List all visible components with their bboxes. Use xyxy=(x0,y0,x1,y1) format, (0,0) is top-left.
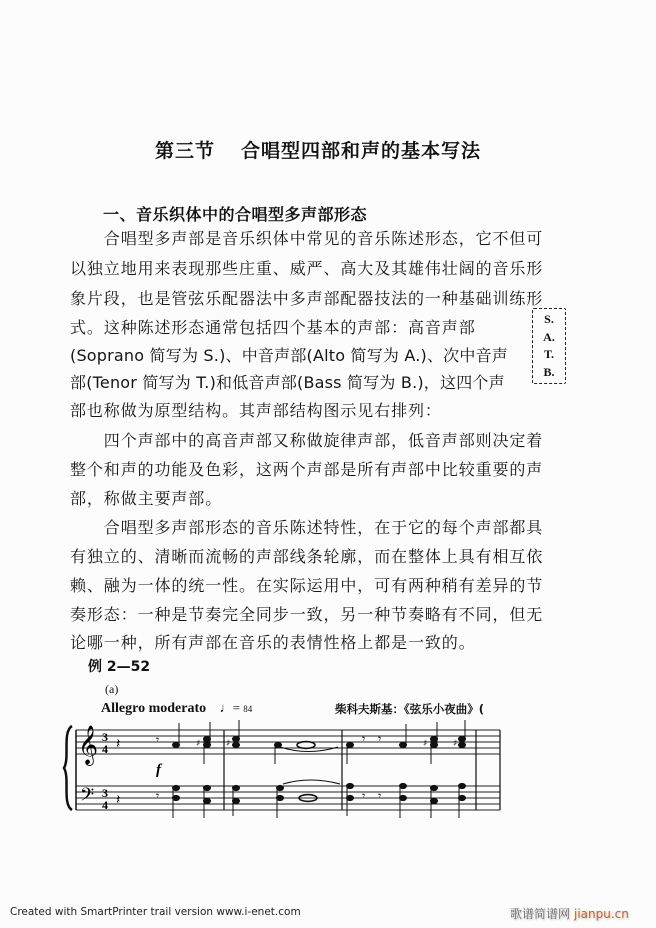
treble-clef-icon: 𝄞 xyxy=(78,725,99,765)
metronome-mark: ♩= 84 xyxy=(219,700,253,715)
text-line: 部(Tenor 简写为 T.)和低音声部(Bass 简写为 B.)，这四个声 xyxy=(70,373,505,392)
voice-bass: B. xyxy=(543,364,555,379)
tempo-marking xyxy=(101,700,252,717)
svg-text:4: 4 xyxy=(102,798,108,812)
text-line: 式。这种陈述形态通常包括四个基本的声部：高音声部 xyxy=(70,318,476,337)
svg-text:𝄾: 𝄾 xyxy=(156,789,160,803)
dynamic-marking: f xyxy=(156,762,161,778)
svg-text:𝄽: 𝄽 xyxy=(116,736,121,752)
text-line: (Soprano 简写为 S.)、中音声部(Alto 简写为 A.)、次中音声 xyxy=(70,346,508,365)
svg-text:𝄾: 𝄾 xyxy=(362,732,366,746)
footer-credit: Created with SmartPrinter trail version www.i-enet.com xyxy=(10,906,301,918)
text-line: 合唱型多声部是音乐织体中常见的音乐陈述形态，它不但可 xyxy=(70,229,544,248)
grand-staff-brace xyxy=(64,726,72,810)
voice-structure-diagram xyxy=(532,308,566,384)
svg-text:3: 3 xyxy=(102,786,108,800)
time-signature xyxy=(102,730,108,812)
svg-text:♯: ♯ xyxy=(196,739,201,749)
watermark-cn: 歌谱简谱网 xyxy=(510,907,571,921)
svg-text:𝄾: 𝄾 xyxy=(362,789,366,803)
chapter-title xyxy=(155,136,481,163)
voice-soprano: S. xyxy=(544,312,554,327)
composer-credit: 柴科夫斯基：《弦乐小夜曲》( xyxy=(335,702,485,716)
svg-text:𝄽: 𝄽 xyxy=(116,792,121,808)
text-line: 象片段，也是管弦乐配器法中多声部配器技法的一种基础训练形 xyxy=(70,289,544,308)
text-line: 有独立的、清晰而流畅的声部线条轮廓，而在整体上具有相互依 xyxy=(70,547,544,566)
bass-clef-icon: 𝄢 xyxy=(80,785,95,810)
text-line: 论哪一种，所有声部在音乐的表情性格上都是一致的。 xyxy=(70,633,476,652)
section-heading: 一、音乐织体中的合唱型多声部形态 xyxy=(103,205,368,224)
text-line: 部，称做主要声部。 xyxy=(70,489,223,508)
svg-text:𝄾: 𝄾 xyxy=(156,733,160,747)
voice-alto: A. xyxy=(543,329,555,344)
svg-text:♯: ♯ xyxy=(423,739,428,749)
text-line: 四个声部中的高音声部又称做旋律声部，低音声部则决定着 xyxy=(70,431,544,450)
svg-text:𝄾: 𝄾 xyxy=(378,732,382,746)
text-line: 以独立地用来表现那些庄重、威严、高大及其雄伟壮阔的音乐形 xyxy=(70,259,544,278)
text-line: 奏形态：一种是节奏完全同步一致，另一种节奏略有不同，但无 xyxy=(70,605,544,624)
text-line: 合唱型多声部形态的音乐陈述特性，在于它的每个声部都具 xyxy=(70,518,544,537)
svg-text:4: 4 xyxy=(102,742,108,756)
music-score xyxy=(58,718,508,818)
chapter-number: 第三节 xyxy=(155,140,216,162)
chapter-name: 合唱型四部和声的基本写法 xyxy=(241,140,482,162)
site-watermark xyxy=(510,905,629,922)
text-line: 整个和声的功能及色彩，这两个声部是所有声部中比较重要的声 xyxy=(70,460,544,479)
svg-text:3: 3 xyxy=(102,730,108,744)
tempo-text: Allegro moderato xyxy=(101,701,207,716)
quarter-note-icon: ♩ xyxy=(219,700,233,715)
treble-staff xyxy=(76,730,500,754)
example-label: 例 2—52 xyxy=(88,659,151,675)
svg-text:♯: ♯ xyxy=(226,739,231,749)
voice-tenor: T. xyxy=(543,347,555,362)
watermark-latin: jianpu.cn xyxy=(574,907,629,921)
svg-text:♯: ♯ xyxy=(453,739,458,749)
text-line: 部也称做为原型结构。其声部结构图示见右排列： xyxy=(70,401,442,420)
example-part-label: (a) xyxy=(105,682,119,696)
svg-text:𝄾: 𝄾 xyxy=(378,789,382,803)
text-line: 赖、融为一体的统一性。在实际运用中，可有两种稍有差异的节 xyxy=(70,576,544,595)
